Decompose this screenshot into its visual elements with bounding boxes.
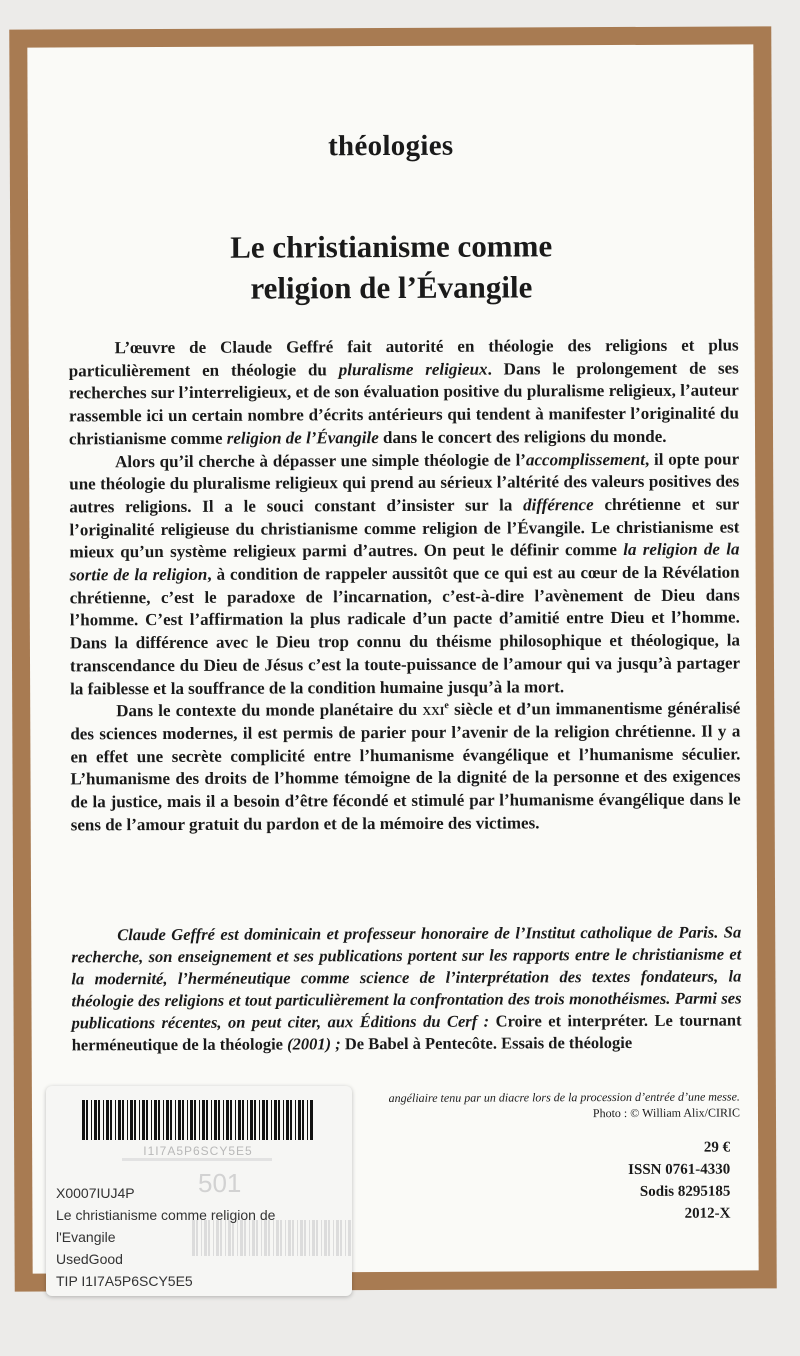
barcode-icon — [82, 1100, 314, 1140]
sticker-text — [56, 1182, 275, 1292]
sticker-title-2: l'Evangile — [56, 1229, 116, 1245]
emphasis: pluralisme religieux — [338, 359, 488, 379]
book-title-line-1: Le christianisme comme — [230, 228, 553, 265]
sticker-condition: UsedGood — [56, 1251, 123, 1267]
emphasis: différence — [523, 495, 594, 515]
blurb-paragraph-1: L’œuvre de Claude Geffré fait autorité en théologie des religions et plus particulièrement en théologie du pluralisme religieux. Dans le prolongement de ses recherches sur l’interreligieux, et de son évaluation positive du pluralisme religieux, l’auteur rassemble ici un certain nombre d’écrits antérieurs qui tendent à manifester l’originalité du christianisme comme religion de l’Évangile dans le concert des religions du monde. — [68, 335, 739, 449]
ghost-number: 501 — [198, 1168, 242, 1198]
century-numeral: xxi — [422, 700, 445, 720]
emphasis: accomplissement — [525, 449, 645, 469]
book-reference: Croire et interpréter. Le tournant herméneutique de la théologie — [71, 1010, 742, 1055]
publication-info — [628, 1137, 730, 1225]
series-name: théologies — [327, 129, 454, 163]
photo-credit: Photo : © William Alix/CIRIC — [592, 1105, 741, 1121]
sodis-code: Sodis 8295185 — [639, 1183, 731, 1200]
book-title-line-2: religion de l’Évangile — [250, 269, 533, 306]
emphasis: religion de l’Évangile — [226, 427, 379, 448]
sticker-title-1: Le christianisme comme religion de — [56, 1207, 276, 1223]
barcode-number: I1I7A5P6SCY5E5 — [143, 1144, 253, 1158]
issn: ISSN 0761-4330 — [628, 1161, 731, 1178]
caption-text: angéliaire tenu par un diacre lors de la procession d’entrée d’une messe. — [388, 1089, 740, 1106]
catalog-code: 2012-X — [684, 1205, 731, 1222]
sticker-asin: X0007IUJ4P — [56, 1185, 135, 1201]
sticker-tip: TIP I1I7A5P6SCY5E5 — [56, 1273, 193, 1289]
emphasis: la religion de la sortie de la religion — [69, 539, 740, 585]
blurb-paragraph-2: Alors qu’il cherche à dépasser une simple théologie de l’accomplissement, il opte pour une théologie du pluralisme religieux qui prend au sérieux l’altérité des valeurs positives des autres religions. Il a le souci constant d’insister sur la différence chrétienne et sur l’originalité religieuse du christianisme comme religion de l’Évangile. Le christianisme est mieux qu’un système religieux parmi d’autres. On peut le définir comme la religion de la sortie de la religion, à condition de rappeler aussitôt que ce qui est au cœur de la Révélation chrétienne, c’est le paradoxe de l’incarnation, c’est-à-dire l’avènement de Dieu dans l’homme. C’est l’affirmation la plus radicale d’un pacte d’amitié entre Dieu et l’homme. Dans la différence avec le Dieu trop connu du théisme philosophique et théologique, la transcendance du Dieu de Jésus c’est la toute-puissance de l’amour qui va jusqu’à partager la faiblesse et la souffrance de la condition humaine jusqu’à la mort. — [69, 449, 741, 698]
author-bio: Claude Geffré est dominicain et professeur honoraire de l’Institut catholique de Paris. Sa recherche, son enseignement et ses publications portent sur les rapports entre le christianisme et la modernité, l’herméneutique comme science de l’interprétation des textes fondateurs, la théologie des religions et tout particulièrement la confrontation des trois monothéismes. Parmi ses publications récentes, on peut citer, aux Éditions du Cerf : Croire et interpréter. Le tournant herméneutique de la théologie (2001) ; De Babel à Pentecôte. Essais de théologie — [71, 922, 742, 1055]
inventory-sticker — [46, 1086, 352, 1296]
blurb-paragraph-3: Dans le contexte du monde planétaire du xxi$^e$ siècle et d’un immanentisme généralisé des sciences modernes, il est permis de parier pour l’avenir de la religion chrétienne. Il y a en effet une secrète complicité entre l’humanisme évangélique et l’humanisme séculier. L’humanisme des droits de l’homme témoigne de la dignité de la personne et des exigences de la justice, mais il a besoin d’être fécondé et stimulé par l’humanisme évangélique dans le sens de l’amour gratuit du pardon et de la mémoire des victimes. — [70, 698, 741, 835]
book-title — [28, 224, 754, 309]
blurb — [69, 334, 741, 836]
photo-caption — [320, 1088, 740, 1122]
book-reference: De Babel à Pentecôte. Essais de théologie — [344, 1032, 633, 1054]
price: 29 € — [703, 1139, 731, 1156]
